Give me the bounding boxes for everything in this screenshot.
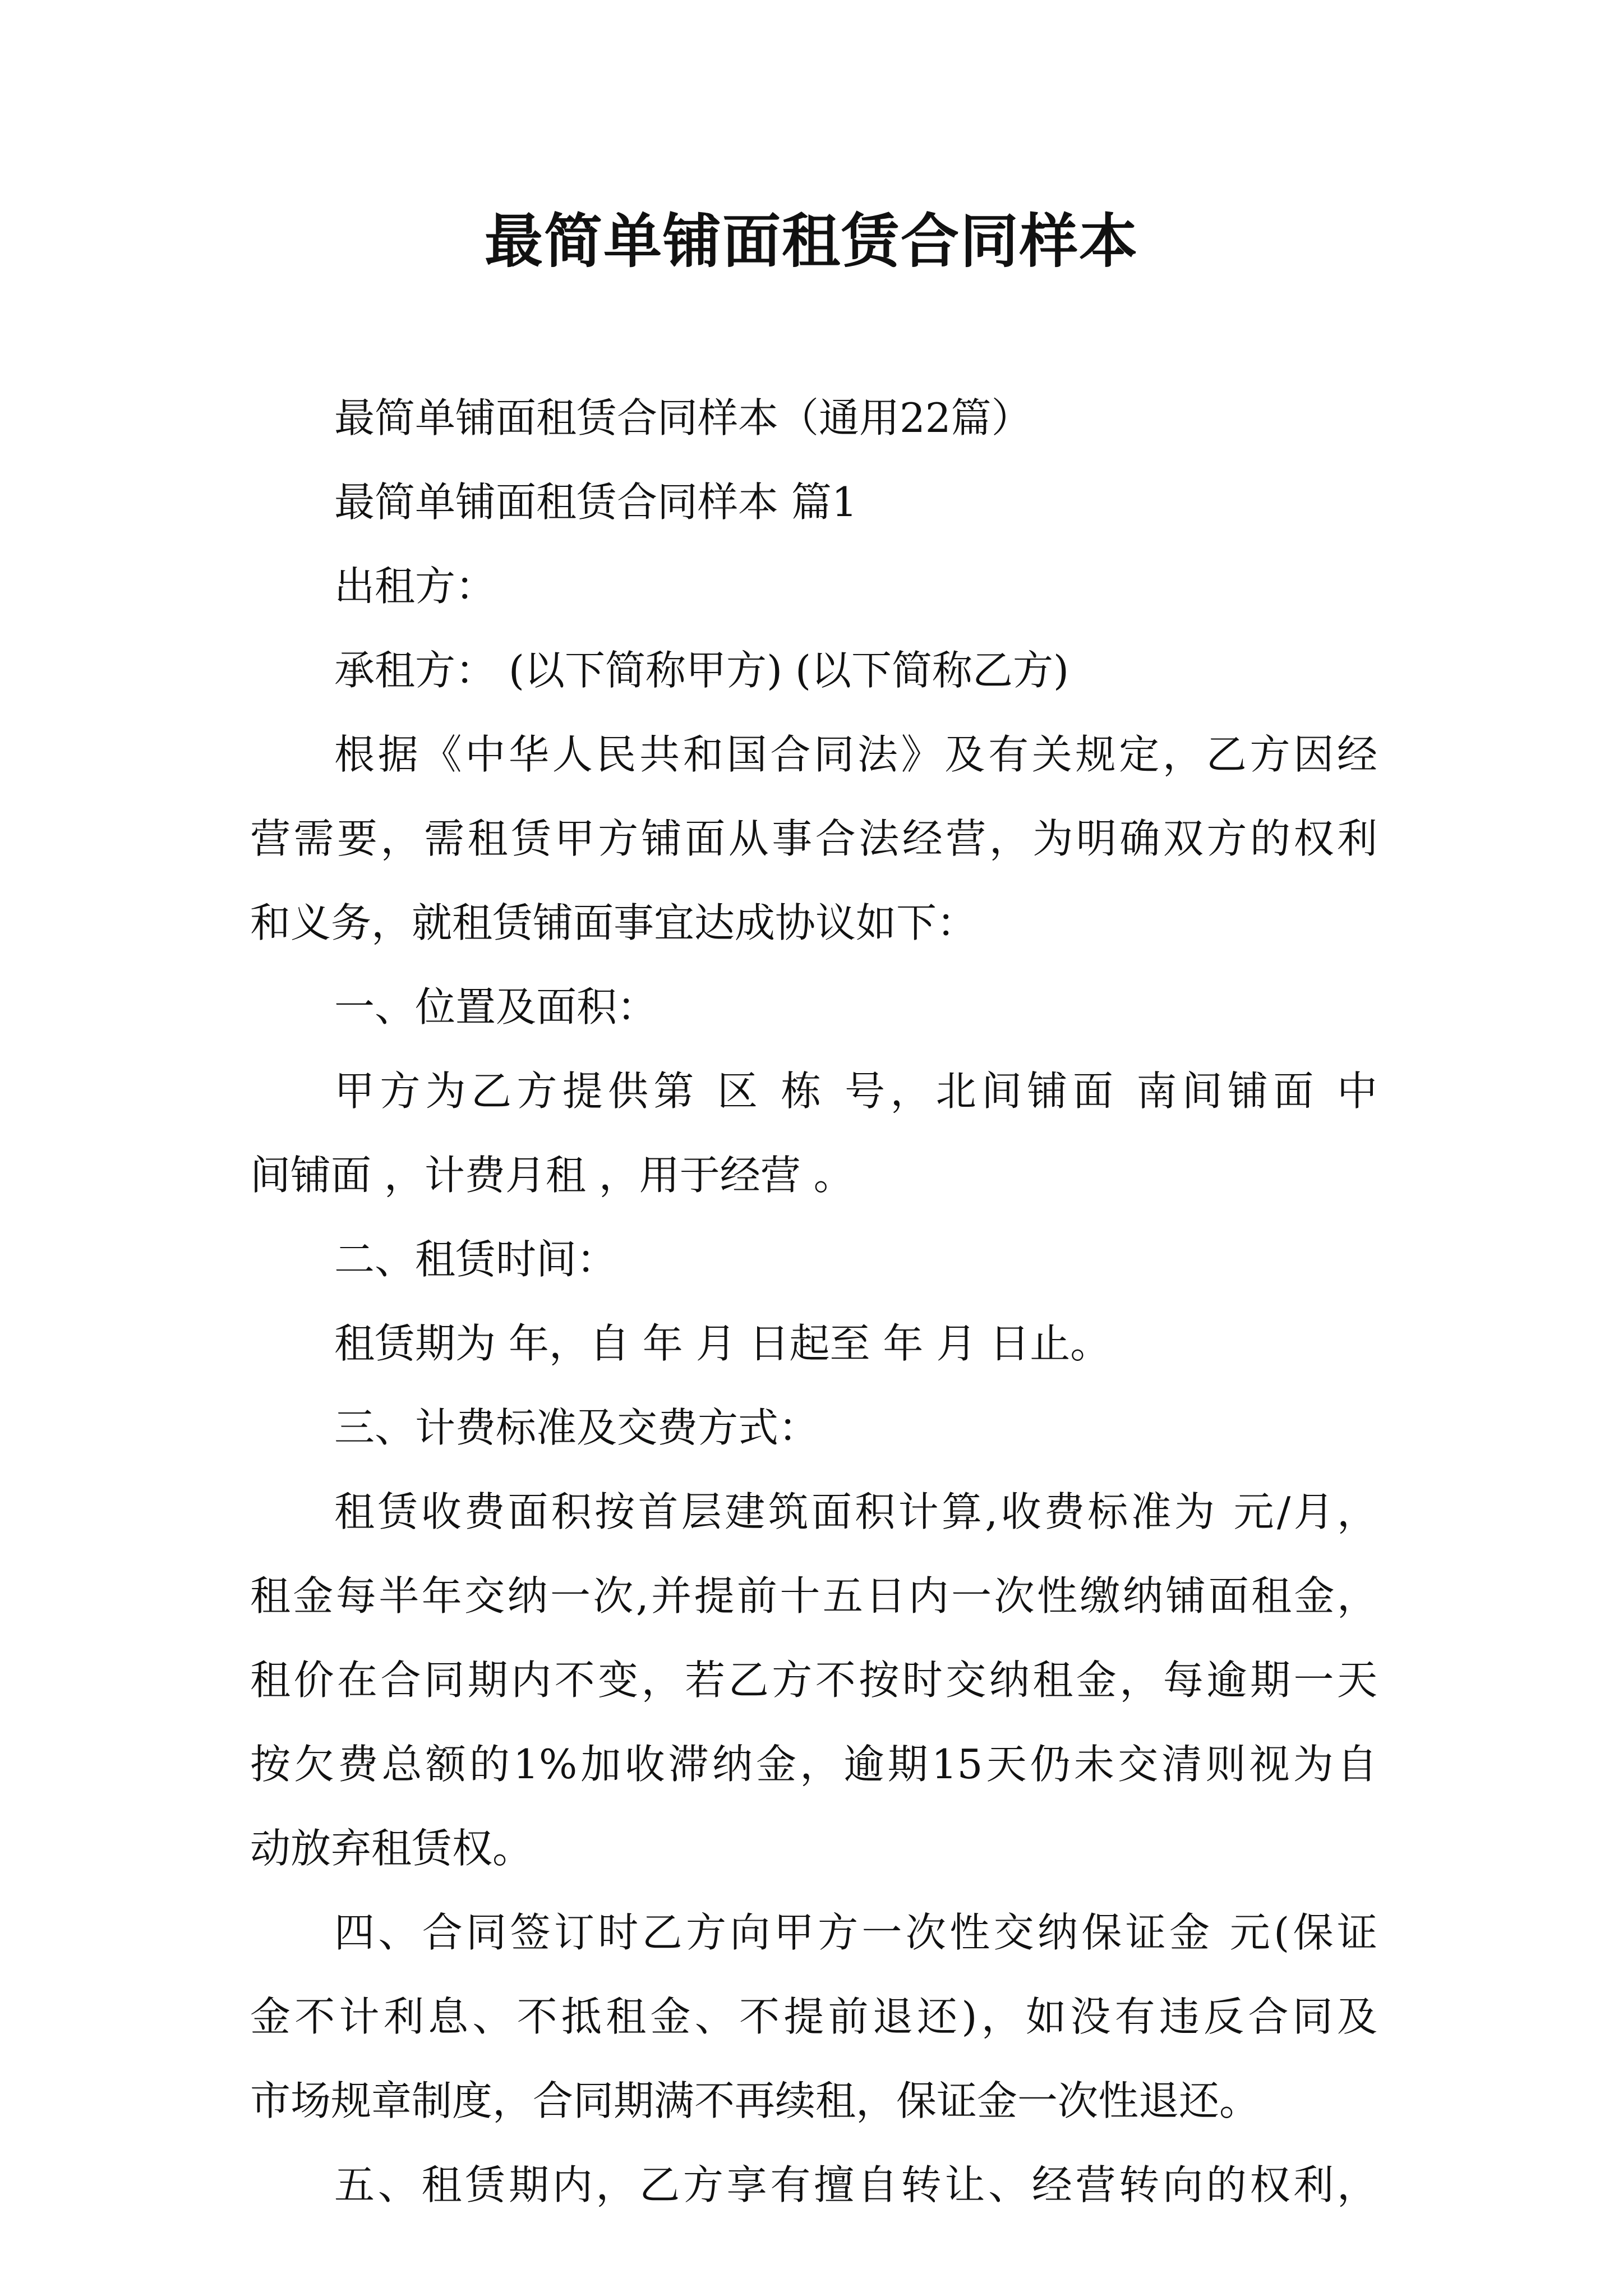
document-line <box>250 1301 1377 1386</box>
document-line-text: 租金每半年交纳一次,并提前十五日内一次性缴纳铺面租金， <box>250 1572 1377 1619</box>
document-line <box>250 712 1377 797</box>
document-line-text: 甲方为乙方提供第 区 栋 号，北间铺面 南间铺面 中 <box>334 1068 1377 1115</box>
document-line <box>250 628 1377 712</box>
document-line <box>250 544 1377 628</box>
document-line-text: 租赁期为 年，自 年 月 日起至 年 月 日止。 <box>334 1320 1111 1367</box>
document-line <box>250 1722 1377 1806</box>
document-line <box>250 1386 1377 1470</box>
document-line-text: 营需要，需租赁甲方铺面从事合法经营，为明确双方的权利 <box>250 815 1377 862</box>
document-line-text: 租赁收费面积按首层建筑面积计算,收费标准为 元/月， <box>334 1488 1377 1535</box>
document-line-text: 出租方： <box>334 563 496 610</box>
document-line <box>250 1217 1377 1301</box>
document-line-text: 根据《中华人民共和国合同法》及有关规定，乙方因经 <box>334 731 1377 778</box>
document-line-text: 间铺面 ，计费月租 ，用于经营 。 <box>250 1152 854 1199</box>
document-line-text: 最简单铺面租赁合同样本（通用22篇） <box>334 394 1032 441</box>
document-line-text: 四、合同签订时乙方向甲方一次性交纳保证金 元(保证 <box>334 1909 1377 1956</box>
document-line-text: 承租方： (以下简称甲方) (以下简称乙方) <box>334 647 1069 694</box>
document-line-text: 金不计利息、不抵租金、不提前退还)，如没有违反合同及 <box>250 1993 1377 2040</box>
document-line <box>250 1975 1377 2059</box>
document-line <box>250 1554 1377 1638</box>
document-line <box>250 1890 1377 1975</box>
document-line <box>250 1133 1377 1217</box>
document-line <box>250 881 1377 965</box>
document-line-text: 和义务，就租赁铺面事宜达成协议如下： <box>250 899 978 946</box>
document-line <box>250 2143 1377 2227</box>
document-line-text: 按欠费总额的1%加收滞纳金，逾期15天仍未交清则视为自 <box>250 1741 1377 1788</box>
document-line <box>250 460 1377 544</box>
document-line-text: 租价在合同期内不变，若乙方不按时交纳租金，每逾期一天 <box>250 1657 1377 1704</box>
document-line-text: 五、租赁期内，乙方享有擅自转让、经营转向的权利， <box>334 2161 1377 2208</box>
document-body <box>250 376 1377 2227</box>
document-line-text: 二、租赁时间： <box>334 1236 617 1283</box>
document-line <box>250 1806 1377 1890</box>
document-line-text: 动放弃租赁权。 <box>250 1825 533 1872</box>
document-line-text: 市场规章制度，合同期满不再续租，保证金一次性退还。 <box>250 2077 1260 2124</box>
document-line-text: 最简单铺面租赁合同样本 篇1 <box>334 478 857 526</box>
document-line <box>250 1049 1377 1133</box>
document-line <box>250 797 1377 881</box>
document-title: 最简单铺面租赁合同样本 <box>484 207 1138 275</box>
document-line-text: 三、计费标准及交费方式： <box>334 1404 819 1451</box>
document-line <box>250 1638 1377 1722</box>
document-line <box>250 2059 1377 2143</box>
document-line <box>250 1470 1377 1554</box>
document-line <box>250 965 1377 1049</box>
document-line-text: 一、位置及面积： <box>334 983 658 1030</box>
document-line <box>250 376 1377 460</box>
